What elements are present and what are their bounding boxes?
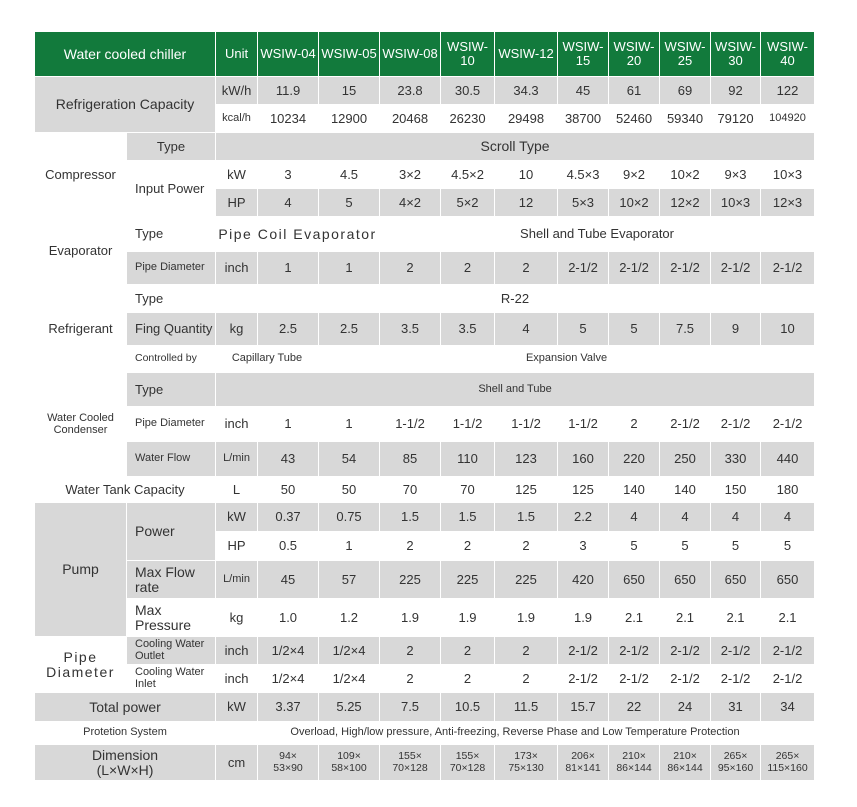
value-cell: 5×3 [558,189,609,217]
value-cell: 7.5 [380,693,441,722]
refrigerant-ctrl-row [35,346,815,373]
row-label: Cooling Water Inlet [127,665,216,693]
value-cell: 1.5 [441,503,495,532]
value-cell: 2 [441,532,495,561]
value-cell: 15 [319,77,380,105]
value-cell: 9 [711,313,761,346]
value-cell: 2-1/2 [761,637,815,665]
value-cell: 10×3 [711,189,761,217]
value-cell: 160 [558,442,609,477]
value-cell: 7.5 [660,313,711,346]
value-cell: 2.1 [711,599,761,637]
value-cell: 4 [609,503,660,532]
value-cell: 5 [761,532,815,561]
unit-header: Unit [216,32,258,77]
refrigeration-label: Refrigeration Capacity [35,77,216,133]
value-cell: 31 [711,693,761,722]
dimension-label [35,745,216,781]
protection-row [35,722,815,745]
value-cell: 2-1/2 [558,665,609,693]
value-cell: 1/2×4 [258,637,319,665]
row-label: Cooling Water Outlet [127,637,216,665]
value-cell: 180 [761,477,815,503]
evaporator-label: Evaporator [35,217,127,285]
value-cell: 2 [441,637,495,665]
value-cell: 79120 [711,105,761,133]
row-label: Type [127,133,216,161]
row-label: Type [127,285,216,313]
value-cell: 11.9 [258,77,319,105]
value-cell: 650 [609,561,660,599]
value-cell: 2-1/2 [609,637,660,665]
value-cell: 5 [558,313,609,346]
pump-label: Pump [35,503,127,637]
unit-cell: kg [216,313,258,346]
pump-pressure-row [35,599,815,637]
refrigerant-qty-row [35,313,815,346]
row-label: Pipe Diameter [127,252,216,285]
value-cell: 57 [319,561,380,599]
value-cell: 2 [380,252,441,285]
value-cell: 45 [258,561,319,599]
dimension-cell: 265× 115×160 [761,745,815,781]
row-label: Type [127,217,216,252]
condenser-pipe-row [35,407,815,442]
refrigerant-type-value: R-22 [216,285,815,313]
unit-cell: inch [216,637,258,665]
model-header: WSIW-40 [761,32,815,77]
value-cell: 2-1/2 [761,407,815,442]
row-label: Water Flow [127,442,216,477]
value-cell: 38700 [558,105,609,133]
value-cell: 2-1/2 [761,252,815,285]
value-cell: 2-1/2 [558,252,609,285]
value-cell: 3 [558,532,609,561]
value-cell: 9×2 [609,161,660,189]
value-cell: 440 [761,442,815,477]
value-cell: 3 [258,161,319,189]
value-cell: 12×2 [660,189,711,217]
value-cell: 125 [558,477,609,503]
value-cell: 4.5 [319,161,380,189]
value-cell: 11.5 [495,693,558,722]
value-cell: 4 [258,189,319,217]
model-header: WSIW-30 [711,32,761,77]
value-cell: 123 [495,442,558,477]
value-cell: 2 [495,252,558,285]
value-cell: 150 [711,477,761,503]
value-cell: 1 [319,532,380,561]
value-cell: 140 [609,477,660,503]
value-cell: 1-1/2 [441,407,495,442]
protection-label: Protetion System [35,722,216,745]
value-cell: 10×2 [660,161,711,189]
value-cell: 34 [761,693,815,722]
tank-label: Water Tank Capacity [35,477,216,503]
evaporator-type-a: Pipe Coil Evaporator [216,217,380,252]
value-cell: 10234 [258,105,319,133]
value-cell: 5×2 [441,189,495,217]
unit-cell: inch [216,407,258,442]
value-cell: 23.8 [380,77,441,105]
dimension-cell: 155× 70×128 [380,745,441,781]
value-cell: 2-1/2 [660,407,711,442]
unit-cell: inch [216,252,258,285]
value-cell: 10 [761,313,815,346]
value-cell: 12900 [319,105,380,133]
unit-cell: kcal/h [216,105,258,133]
value-cell: 104920 [761,105,815,133]
dimension-cell: 206× 81×141 [558,745,609,781]
dimension-sub: (L×W×H) [96,761,154,778]
row-label: Max Pressure [127,599,216,637]
value-cell: 250 [660,442,711,477]
value-cell: 2.5 [258,313,319,346]
value-cell: 2-1/2 [558,637,609,665]
value-cell: 1.0 [258,599,319,637]
value-cell: 69 [660,77,711,105]
value-cell: 2 [609,407,660,442]
value-cell: 50 [258,477,319,503]
value-cell: 1.9 [558,599,609,637]
dimension-title: Dimension [91,746,159,763]
value-cell: 2.1 [609,599,660,637]
row-label: Power [127,503,216,561]
value-cell: 225 [380,561,441,599]
value-cell: 122 [761,77,815,105]
pipe-diameter-label: Pipe Diameter [35,637,127,693]
value-cell: 3.37 [258,693,319,722]
row-label: Max Flow rate [127,561,216,599]
value-cell: 220 [609,442,660,477]
value-cell: 650 [711,561,761,599]
unit-cell: kW/h [216,77,258,105]
value-cell: 1-1/2 [495,407,558,442]
refrigeration-kw-row [35,77,815,105]
value-cell: 2-1/2 [761,665,815,693]
value-cell: 10×2 [609,189,660,217]
row-label: Fing Quantity [127,313,216,346]
unit-cell: cm [216,745,258,781]
value-cell: 125 [495,477,558,503]
value-cell: 1.5 [495,503,558,532]
value-cell: 43 [258,442,319,477]
value-cell: 0.75 [319,503,380,532]
unit-cell: HP [216,532,258,561]
value-cell: 3.5 [380,313,441,346]
value-cell: 5 [319,189,380,217]
value-cell: 34.3 [495,77,558,105]
value-cell: 20468 [380,105,441,133]
model-header: WSIW-20 [609,32,660,77]
value-cell: 1/2×4 [319,665,380,693]
protection-value: Overload, High/low pressure, Anti-freezing, Reverse Phase and Low Temperature Protection [216,722,815,745]
value-cell: 1.2 [319,599,380,637]
value-cell: 30.5 [441,77,495,105]
value-cell: 2-1/2 [609,665,660,693]
dimension-cell: 94× 53×90 [258,745,319,781]
value-cell: 650 [761,561,815,599]
value-cell: 12×3 [761,189,815,217]
value-cell: 1 [319,407,380,442]
value-cell: 1-1/2 [380,407,441,442]
value-cell: 10.5 [441,693,495,722]
value-cell: 4.5×2 [441,161,495,189]
value-cell: 4 [495,313,558,346]
value-cell: 50 [319,477,380,503]
header-row [35,32,815,77]
value-cell: 2 [495,637,558,665]
pipe-outlet-row [35,637,815,665]
unit-cell: L/min [216,561,258,599]
table-title: Water cooled chiller [35,32,216,77]
value-cell: 330 [711,442,761,477]
condenser-type-row [35,373,815,407]
value-cell: 4.5×3 [558,161,609,189]
model-header: WSIW-15 [558,32,609,77]
value-cell: 2.2 [558,503,609,532]
condenser-flow-row [35,442,815,477]
value-cell: 650 [660,561,711,599]
value-cell: 61 [609,77,660,105]
value-cell: 225 [441,561,495,599]
value-cell: 5 [711,532,761,561]
value-cell: 2.1 [761,599,815,637]
value-cell: 22 [609,693,660,722]
value-cell: 2-1/2 [660,637,711,665]
value-cell: 1 [258,252,319,285]
value-cell: 29498 [495,105,558,133]
evaporator-type-row [35,217,815,252]
dimension-row [35,745,815,781]
evaporator-type-b: Shell and Tube Evaporator [380,217,815,252]
pipe-inlet-row [35,665,815,693]
value-cell: 70 [441,477,495,503]
value-cell: 2-1/2 [711,407,761,442]
value-cell: 3×2 [380,161,441,189]
value-cell: 4 [711,503,761,532]
value-cell: 1 [258,407,319,442]
value-cell: 5 [609,313,660,346]
value-cell: 52460 [609,105,660,133]
value-cell: 2 [380,532,441,561]
compressor-type-row [35,133,815,161]
row-label: Controlled by [127,346,216,373]
value-cell: 2 [495,665,558,693]
value-cell: 4 [660,503,711,532]
value-cell: 10×3 [761,161,815,189]
value-cell: 225 [495,561,558,599]
value-cell: 2-1/2 [660,252,711,285]
pump-flow-row [35,561,815,599]
unit-cell: kg [216,599,258,637]
value-cell: 2 [495,532,558,561]
value-cell: 420 [558,561,609,599]
value-cell: 110 [441,442,495,477]
model-header: WSIW-10 [441,32,495,77]
model-header: WSIW-08 [380,32,441,77]
value-cell: 4×2 [380,189,441,217]
value-cell: 1.9 [380,599,441,637]
value-cell: 1/2×4 [319,637,380,665]
value-cell: 26230 [441,105,495,133]
value-cell: 5 [609,532,660,561]
value-cell: 140 [660,477,711,503]
value-cell: 2.1 [660,599,711,637]
value-cell: 1 [319,252,380,285]
dimension-cell: 155× 70×128 [441,745,495,781]
value-cell: 5 [660,532,711,561]
value-cell: 9×3 [711,161,761,189]
unit-cell: kW [216,503,258,532]
value-cell: 4 [761,503,815,532]
dimension-cell: 210× 86×144 [609,745,660,781]
refrigerant-type-row [35,285,815,313]
value-cell: 2-1/2 [660,665,711,693]
value-cell: 1.5 [380,503,441,532]
value-cell: 70 [380,477,441,503]
value-cell: 0.5 [258,532,319,561]
model-header: WSIW-04 [258,32,319,77]
compressor-kw-row [35,161,815,189]
dimension-cell: 210× 86×144 [660,745,711,781]
refrigerant-ctrl-a: Capillary Tube [216,346,319,373]
value-cell: 2 [380,665,441,693]
value-cell: 2.5 [319,313,380,346]
condenser-label: Water Cooled Condenser [35,373,127,477]
pump-kw-row [35,503,815,532]
total-power-label: Total power [35,693,216,722]
unit-cell: inch [216,665,258,693]
dimension-cell: 265× 95×160 [711,745,761,781]
value-cell: 24 [660,693,711,722]
total-power-row [35,693,815,722]
value-cell: 10 [495,161,558,189]
value-cell: 2-1/2 [711,252,761,285]
value-cell: 15.7 [558,693,609,722]
unit-cell: L [216,477,258,503]
condenser-type-value: Shell and Tube [216,373,815,407]
value-cell: 3.5 [441,313,495,346]
value-cell: 54 [319,442,380,477]
unit-cell: kW [216,693,258,722]
unit-cell: L/min [216,442,258,477]
model-header: WSIW-25 [660,32,711,77]
value-cell: 1/2×4 [258,665,319,693]
unit-cell: HP [216,189,258,217]
compressor-type-value: Scroll Type [216,133,815,161]
value-cell: 1.9 [495,599,558,637]
value-cell: 2 [441,665,495,693]
value-cell: 92 [711,77,761,105]
row-label: Pipe Diameter [127,407,216,442]
value-cell: 2-1/2 [711,665,761,693]
refrigerant-ctrl-b: Expansion Valve [319,346,815,373]
value-cell: 45 [558,77,609,105]
value-cell: 1.9 [441,599,495,637]
value-cell: 5.25 [319,693,380,722]
value-cell: 2 [380,637,441,665]
value-cell: 0.37 [258,503,319,532]
value-cell: 2 [441,252,495,285]
evaporator-pipe-row [35,252,815,285]
compressor-label: Compressor [35,133,127,217]
model-header: WSIW-12 [495,32,558,77]
dimension-cell: 109× 58×100 [319,745,380,781]
unit-cell: kW [216,161,258,189]
model-header: WSIW-05 [319,32,380,77]
value-cell: 1-1/2 [558,407,609,442]
value-cell: 2-1/2 [609,252,660,285]
row-label: Input Power [127,161,216,217]
refrigerant-label: Refrigerant [35,285,127,373]
row-label: Type [127,373,216,407]
value-cell: 12 [495,189,558,217]
spec-table [34,31,815,781]
dimension-cell: 173× 75×130 [495,745,558,781]
value-cell: 2-1/2 [711,637,761,665]
value-cell: 59340 [660,105,711,133]
value-cell: 85 [380,442,441,477]
tank-row [35,477,815,503]
